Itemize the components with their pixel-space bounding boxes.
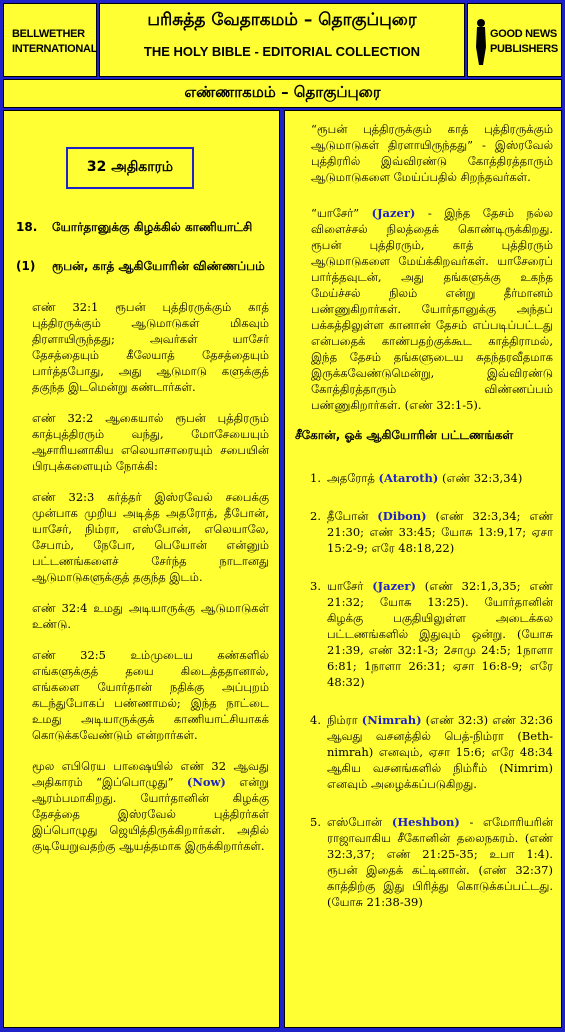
- english-term: (Heshbon): [391, 815, 460, 829]
- item-detail: (எண் 32:3,34): [441, 471, 523, 485]
- section-title-box: [3, 79, 562, 108]
- goodnews-logo: [470, 10, 558, 74]
- logo-line-2: PUBLISHERS: [490, 43, 558, 55]
- item-detail: (எண் 32:1,3,35; எண் 21:32; யோசு 13:25). யோர்தானின் கிழக்கு பகுதியிலுள்ள அடைக்கல பட்டணங்களில் இதுவும் ஒன்று. (யோசு 21:39, எண் 32:1-3; 2சாமு 24:5; 1நாளா 6:81; 1நாளா 26:31; ஏசா 16:8-9; எரே 48:32): [327, 579, 554, 689]
- list-heading: சீகோன், ஓக் ஆகியோரின் பட்டணங்கள்: [295, 428, 514, 442]
- logo-line-1: BELLWETHER: [12, 28, 85, 40]
- subheading: ரூபன், காத் ஆகியோரின் விண்ணப்பம்: [52, 259, 265, 273]
- logo-line-2: INTERNATIONAL: [12, 43, 98, 55]
- list-item: [295, 508, 553, 556]
- item-number: 5.: [310, 815, 321, 829]
- verse-paragraph: எண் 32:4 உமது அடியாருக்கு ஆடுமாடுகள் உண்டு.: [32, 601, 269, 631]
- item-text: [327, 578, 553, 690]
- english-term: (Dibon): [377, 509, 427, 523]
- subheading-number: (1): [16, 259, 36, 273]
- goodnews-figure-icon: [474, 17, 488, 67]
- heading: யோர்தானுக்கு கிழக்கில் காணியாட்சி: [52, 220, 253, 234]
- commentary-paragraph: [295, 205, 553, 413]
- item-tamil-name: நிம்ரா: [327, 713, 358, 727]
- commentary-paragraph: [32, 758, 269, 854]
- english-term: (Ataroth): [378, 471, 439, 485]
- item-tamil-name: தீபோன்: [327, 509, 369, 523]
- text: “யாசேர்”: [311, 206, 360, 220]
- item-tamil-name: அதரோத்: [327, 471, 375, 485]
- logo-line-1: GOOD NEWS: [490, 28, 557, 40]
- text: மூல எபிரெய பாஷையில் எண் 32 ஆவது அதிகாரம் “இப்பொழுது”: [32, 759, 269, 789]
- english-term: (Now): [186, 775, 226, 789]
- item-detail: - எமோரியரின் ராஜாவாகிய சீகோனின் தலைநகரம். (எண் 32:3,37; எண் 21:25-35; உபா 1:4). ரூபன் இதைக் கட்டினான். (எண் 32:37) காத்திற்கு இது பிரித்து கொடுக்கப்பட்டது. (யோசு 21:38-39): [327, 815, 554, 909]
- heading-number: 18.: [16, 220, 38, 234]
- item-text: [327, 470, 553, 486]
- item-number: 3.: [310, 579, 321, 593]
- item-tamil-name: எஸ்போன்: [327, 815, 383, 829]
- item-text: [327, 712, 553, 792]
- chapter-box: 32 அதிகாரம்: [66, 147, 194, 189]
- verse-paragraph: எண் 32:2 ஆகையால் ரூபன் புத்திரரும் காத்புத்திரரும் வந்து, மோசேயையும் ஆசாரியனாகிய எலெயாசாரையும் சபையின் பிரபுக்களையும் நோக்கி:: [32, 411, 269, 473]
- english-term: (Nimrah): [361, 713, 422, 727]
- english-term: (Jazer): [371, 206, 416, 220]
- verse-paragraph: எண் 32:5 உம்முடைய கண்களில் எங்களுக்குத் தயை கிடைத்ததானால், எங்களை யோர்தான் நதிக்கு அப்புறம் கடந்துபோகப் பண்ணாமல்; இந்த நாட்டை உமது அடியாருக்குக் காணியாட்சியாகக் கொடுக்கவேண்டும் என்றார்கள்.: [32, 648, 269, 742]
- item-number: 2.: [310, 509, 321, 523]
- english-term: (Jazer): [372, 579, 416, 593]
- bellwether-logo: [6, 10, 98, 74]
- item-text: [327, 814, 553, 910]
- right-content: [295, 121, 553, 932]
- list-item: [295, 712, 553, 792]
- page-title-tamil: பரிசுத்த வேதாகமம் – தொகுப்புரை: [147, 10, 417, 30]
- left-column: [3, 110, 280, 1028]
- item-number: 1.: [310, 471, 321, 485]
- list-item: [295, 814, 553, 910]
- right-column: [284, 110, 562, 1028]
- commentary-paragraph: “ரூபன் புத்திரருக்கும் காத் புத்திரருக்கும் ஆடுமாடுகள் திரளாயிருந்தது” - இஸ்ரவேல் புத்திரரில் இவ்விரண்டு கோத்திரத்தாரும் ஆடுமாடுகளை மேய்ப்பதில் சிறந்தவர்கள்.: [311, 122, 553, 184]
- city-list: [295, 470, 553, 910]
- item-detail: (எண் 32:3,34; எண் 21:30; எண் 33:45; யோசு 13:9,17; ஏசா 15:2-9; எரே 48:18,22): [327, 509, 554, 555]
- header-left-logo-box: [3, 3, 97, 77]
- text: என்று ஆரம்பமாகிறது. யோர்தானின் கிழக்கு தேசத்தை இஸ்ரவேல் புத்திரர்கள் இப்பொழுது ஜெயித்திருக்கிறார்கள். அதில் குடியேறுவதற்கு ஆயத்தமாக இருக்கிறார்கள்.: [32, 775, 270, 853]
- text: - இந்த தேசம் நல்ல விளைச்சல் நிலத்தைக் கொண்டிருக்கிறது. ரூபன் புத்திரரும், காத் புத்திரரும் ஆடுமாடுகளை மேய்க்கிறவர்கள். யாசேரைப் பார்த்தவுடன், அது தங்களுக்கு உகந்த மேய்ச்சல் நிலம் என்று தீர்மானம் பண்ணுகிறார்கள். யோர்தானுக்கு அந்தப் பக்கத்திலுள்ள கானான் தேசம் எப்படிப்பட்டது என்பதைக் காண்பதற்குக்கூட காத்திராமல், இந்த தேசம் தங்களுடைய சுதந்தரவீதமாக இருக்கவேண்டுமென்று, இவ்விரண்டு கோத்திரத்தாரும் விண்ணப்பம் பண்ணுகிறார்கள். (எண் 32:1-5).: [311, 206, 554, 412]
- item-detail: (எண் 32:3) எண் 32:36 ஆவது வசனத்தில் பெத்-நிம்ரா (Beth-nimrah) எனவும், ஏசா 15:6; எரே 48:34 ஆகிய வசனங்களில் நிம்ரீம் (Nimrim) எனவும் அழைக்கப்படுகிறது.: [327, 713, 553, 791]
- header-title-box: [99, 3, 465, 77]
- item-number: 4.: [310, 713, 321, 727]
- left-content: [16, 219, 269, 869]
- page-title-english: THE HOLY BIBLE - EDITORIAL COLLECTION: [143, 44, 421, 59]
- list-item: [295, 578, 553, 690]
- item-tamil-name: யாசேர்: [327, 579, 364, 593]
- item-text: [327, 508, 553, 556]
- header-right-logo-box: [467, 3, 562, 77]
- verse-paragraph: எண் 32:1 ரூபன் புத்திரருக்கும் காத் புத்திரருக்கும் ஆடுமாடுகள் மிகவும் திரளாயிருந்தது; அவர்கள் யாசேர் தேசத்தையும் கீலேயாத் தேசத்தையும் பார்த்தபோது, அது ஆடுமாடு களுக்குத் தகுந்த இடமென்று கண்டார்கள்.: [32, 300, 269, 394]
- section-title: எண்ணாகமம் – தொகுப்புரை: [184, 83, 381, 101]
- list-item: [295, 470, 553, 486]
- verse-paragraph: எண் 32:3 கர்த்தர் இஸ்ரவேல் சபைக்கு முன்பாக முறிய அடித்த அதரோத், தீபோன், யாசேர், நிம்ரா, எஸ்போன், எலெயாலே, சேபாம், நேபோ, பெயோன் என்னும் பட்டணங்களைச் சேர்ந்த நாடானது ஆடுமாடுகளுக்குத் தகுந்த இடம்.: [32, 490, 269, 584]
